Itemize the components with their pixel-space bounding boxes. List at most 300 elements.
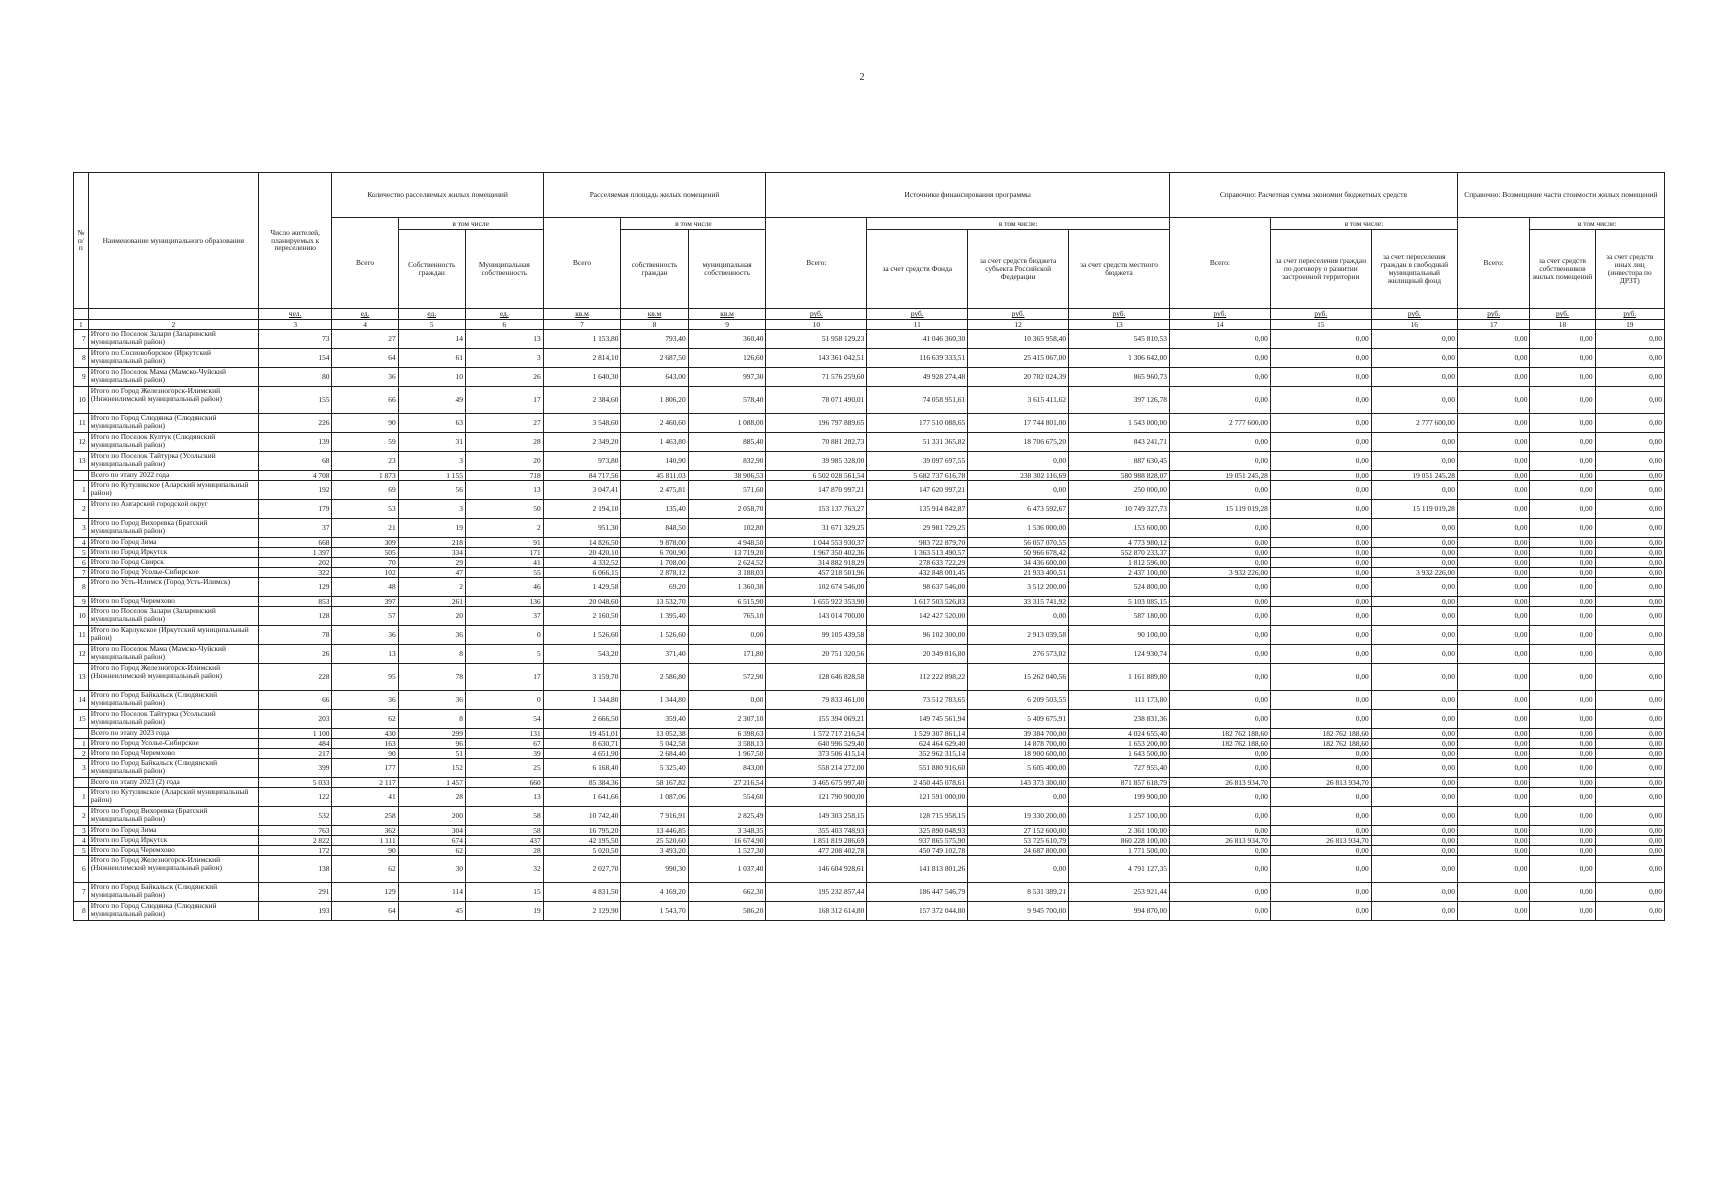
table-row — [74, 883, 1665, 902]
value-cell: 524 800,00 — [1069, 578, 1170, 597]
units-row — [74, 309, 1665, 320]
column-number-cell: 9 — [688, 320, 766, 330]
header-group-economy: Справочно: Расчетная сумма экономии бюджетных средств — [1169, 173, 1457, 218]
value-cell: 0,00 — [1595, 481, 1664, 500]
value-cell: 0,00 — [1169, 759, 1270, 778]
header-group-area: Расселяемая площадь жилых помещений — [543, 173, 766, 218]
value-cell: 196 797 889,65 — [766, 414, 867, 433]
value-cell: 0,00 — [1457, 691, 1530, 710]
value-cell: 0,00 — [1457, 626, 1530, 645]
value-cell: 8 — [398, 645, 465, 664]
value-cell: 3 932 226,00 — [1169, 568, 1270, 578]
value-cell: 359,40 — [621, 710, 688, 729]
value-cell: 28 — [398, 788, 465, 807]
value-cell: 1 037,40 — [688, 856, 766, 883]
value-cell: 171 — [465, 548, 543, 558]
value-cell: 1 429,58 — [543, 578, 621, 597]
row-number: 12 — [74, 433, 89, 452]
value-cell: 69 — [332, 481, 398, 500]
unit-cell: руб. — [1530, 309, 1595, 320]
value-cell: 0,00 — [1371, 729, 1457, 739]
row-number: 10 — [74, 607, 89, 626]
value-cell: 6 209 503,55 — [968, 691, 1069, 710]
municipality-name: Всего по этапу 2023 года — [88, 729, 258, 739]
value-cell: 0,00 — [1169, 452, 1270, 471]
table-header — [74, 173, 1665, 330]
value-cell: 624 464 629,40 — [867, 739, 968, 749]
column-number-cell: 15 — [1270, 320, 1371, 330]
value-cell: 2 777 600,00 — [1169, 414, 1270, 433]
value-cell: 39 097 697,55 — [867, 452, 968, 471]
value-cell: 13 — [465, 330, 543, 349]
value-cell: 0,00 — [1530, 788, 1595, 807]
value-cell: 0,00 — [1595, 626, 1664, 645]
value-cell: 0,00 — [1169, 481, 1270, 500]
value-cell: 32 — [465, 856, 543, 883]
value-cell: 179 — [258, 500, 332, 519]
column-number-cell: 10 — [766, 320, 867, 330]
municipality-name: Итого по Город Свирск — [88, 558, 258, 568]
value-cell: 20 — [398, 607, 465, 626]
value-cell: 545 810,53 — [1069, 330, 1170, 349]
row-number — [74, 471, 89, 481]
row-number: 5 — [74, 846, 89, 856]
value-cell: 28 — [465, 846, 543, 856]
value-cell: 2 624,52 — [688, 558, 766, 568]
value-cell: 13 — [465, 481, 543, 500]
value-cell: 0,00 — [1530, 414, 1595, 433]
value-cell: 0,00 — [1371, 856, 1457, 883]
value-cell: 18 900 600,00 — [968, 749, 1069, 759]
value-cell: 2 684,40 — [621, 749, 688, 759]
value-cell: 477 208 402,78 — [766, 846, 867, 856]
value-cell: 13 — [332, 645, 398, 664]
value-cell: 114 — [398, 883, 465, 902]
value-cell: 141 813 801,26 — [867, 856, 968, 883]
value-cell: 0,00 — [1530, 749, 1595, 759]
column-number-cell: 2 — [88, 320, 258, 330]
value-cell: 0,00 — [1169, 433, 1270, 452]
value-cell: 1 161 889,80 — [1069, 664, 1170, 691]
value-cell: 129 — [258, 578, 332, 597]
value-cell: 0,00 — [1270, 500, 1371, 519]
value-cell: 0,00 — [688, 626, 766, 645]
value-cell: 0,00 — [1595, 883, 1664, 902]
value-cell: 56 057 070,55 — [968, 538, 1069, 548]
resettlement-table — [73, 172, 1665, 921]
table-row — [74, 368, 1665, 387]
value-cell: 0,00 — [1371, 349, 1457, 368]
value-cell: 0,00 — [1457, 778, 1530, 788]
value-cell: 24 687 800,00 — [968, 846, 1069, 856]
value-cell: 1 543 000,00 — [1069, 414, 1170, 433]
municipality-name: Итого по Город Байкальск (Слюдянский муниципальный район) — [88, 759, 258, 778]
value-cell: 0,00 — [1270, 645, 1371, 664]
value-cell: 59 — [332, 433, 398, 452]
value-cell: 887 630,45 — [1069, 452, 1170, 471]
value-cell: 58 — [465, 807, 543, 826]
value-cell: 0,00 — [1595, 836, 1664, 846]
value-cell: 73 512 783,65 — [867, 691, 968, 710]
value-cell: 0,00 — [1530, 691, 1595, 710]
value-cell: 0,00 — [1371, 452, 1457, 471]
value-cell: 128 — [258, 607, 332, 626]
value-cell: 20 048,60 — [543, 597, 621, 607]
value-cell: 13 — [465, 788, 543, 807]
value-cell: 0,00 — [1530, 778, 1595, 788]
value-cell: 5 — [465, 645, 543, 664]
value-cell: 2 878,12 — [621, 568, 688, 578]
value-cell: 5 033 — [258, 778, 332, 788]
header-comp-other: за счет средств иных лиц (инвестора по ДРЗТ) — [1595, 230, 1664, 309]
value-cell: 0,00 — [1595, 471, 1664, 481]
value-cell: 1 088,00 — [688, 414, 766, 433]
value-cell: 70 — [332, 558, 398, 568]
value-cell: 278 633 722,29 — [867, 558, 968, 568]
row-number: 8 — [74, 902, 89, 921]
value-cell: 0,00 — [1530, 597, 1595, 607]
value-cell: 2 777 600,00 — [1371, 414, 1457, 433]
value-cell: 136 — [465, 597, 543, 607]
header-count-total: Всего — [332, 218, 398, 309]
value-cell: 0,00 — [1595, 433, 1664, 452]
header-group-financing: Источники финансирования программы — [766, 173, 1170, 218]
value-cell: 26 813 934,70 — [1270, 836, 1371, 846]
value-cell: 660 — [465, 778, 543, 788]
unit-cell: руб. — [1371, 309, 1457, 320]
value-cell: 0,00 — [1169, 691, 1270, 710]
value-cell: 0,00 — [1530, 902, 1595, 921]
value-cell: 352 962 315,14 — [867, 749, 968, 759]
value-cell: 0,00 — [1530, 846, 1595, 856]
table-row — [74, 788, 1665, 807]
value-cell: 1 708,00 — [621, 558, 688, 568]
value-cell: 973,80 — [543, 452, 621, 471]
value-cell: 1 655 922 353,90 — [766, 597, 867, 607]
value-cell: 31 — [398, 433, 465, 452]
value-cell: 149 303 258,15 — [766, 807, 867, 826]
value-cell: 0,00 — [1169, 330, 1270, 349]
table-row — [74, 349, 1665, 368]
value-cell: 8 531 389,21 — [968, 883, 1069, 902]
value-cell: 3 348,35 — [688, 826, 766, 836]
value-cell: 0,00 — [1457, 368, 1530, 387]
value-cell: 3 588,13 — [688, 739, 766, 749]
row-number: 12 — [74, 645, 89, 664]
value-cell: 0,00 — [1371, 626, 1457, 645]
value-cell: 871 857 618,79 — [1069, 778, 1170, 788]
value-cell: 578,40 — [688, 387, 766, 414]
value-cell: 21 933 400,51 — [968, 568, 1069, 578]
row-number: 2 — [74, 500, 89, 519]
value-cell: 1 806,20 — [621, 387, 688, 414]
value-cell: 0,00 — [1371, 645, 1457, 664]
value-cell: 0,00 — [1595, 500, 1664, 519]
value-cell: 990,30 — [621, 856, 688, 883]
value-cell: 226 — [258, 414, 332, 433]
row-number: 1 — [74, 739, 89, 749]
value-cell: 2 475,81 — [621, 481, 688, 500]
row-number: 2 — [74, 807, 89, 826]
value-cell: 57 — [332, 607, 398, 626]
value-cell: 0,00 — [1371, 691, 1457, 710]
value-cell: 0,00 — [1457, 538, 1530, 548]
value-cell: 6 700,90 — [621, 548, 688, 558]
value-cell: 0,00 — [1169, 710, 1270, 729]
value-cell: 140,90 — [621, 452, 688, 471]
value-cell: 0,00 — [1595, 691, 1664, 710]
value-cell: 552 870 233,37 — [1069, 548, 1170, 558]
municipality-name: Итого по Карлукское (Иркутский муниципальный район) — [88, 626, 258, 645]
value-cell: 3 159,70 — [543, 664, 621, 691]
row-number: 10 — [74, 387, 89, 414]
value-cell: 0,00 — [1457, 471, 1530, 481]
value-cell: 843,00 — [688, 759, 766, 778]
value-cell: 96 102 300,00 — [867, 626, 968, 645]
column-number-cell: 4 — [332, 320, 398, 330]
value-cell: 0,00 — [1530, 626, 1595, 645]
row-number: 11 — [74, 414, 89, 433]
value-cell: 3 465 675 997,40 — [766, 778, 867, 788]
value-cell: 0,00 — [1530, 481, 1595, 500]
value-cell: 135 914 842,87 — [867, 500, 968, 519]
value-cell: 62 — [398, 846, 465, 856]
value-cell: 0,00 — [1595, 349, 1664, 368]
value-cell: 0,00 — [1530, 664, 1595, 691]
value-cell: 143 014 700,00 — [766, 607, 867, 626]
value-cell: 643,00 — [621, 368, 688, 387]
value-cell: 1 873 — [332, 471, 398, 481]
value-cell: 0,00 — [1457, 749, 1530, 759]
row-number: 6 — [74, 558, 89, 568]
value-cell: 17 — [465, 664, 543, 691]
value-cell: 0,00 — [1595, 749, 1664, 759]
column-number-cell: 3 — [258, 320, 332, 330]
table-row — [74, 626, 1665, 645]
value-cell: 674 — [398, 836, 465, 846]
municipality-name: Итого по Город Железногорск-Илимский (Нижнеилимский муниципальный район) — [88, 387, 258, 414]
value-cell: 1 100 — [258, 729, 332, 739]
value-cell: 0,00 — [1457, 739, 1530, 749]
value-cell: 314 882 918,29 — [766, 558, 867, 568]
value-cell: 0,00 — [1530, 759, 1595, 778]
value-cell: 0,00 — [1595, 807, 1664, 826]
unit-cell — [88, 309, 258, 320]
value-cell: 124 930,74 — [1069, 645, 1170, 664]
value-cell: 0,00 — [1371, 749, 1457, 759]
value-cell: 39 — [465, 749, 543, 759]
value-cell: 0,00 — [1457, 558, 1530, 568]
table-row — [74, 759, 1665, 778]
value-cell: 0,00 — [1270, 626, 1371, 645]
value-cell: 0,00 — [1595, 788, 1664, 807]
value-cell: 0,00 — [1371, 330, 1457, 349]
table-row — [74, 387, 1665, 414]
table-row — [74, 330, 1665, 349]
value-cell: 126,60 — [688, 349, 766, 368]
value-cell: 865 960,73 — [1069, 368, 1170, 387]
value-cell: 261 — [398, 597, 465, 607]
value-cell: 0,00 — [1530, 519, 1595, 538]
value-cell: 45 811,03 — [621, 471, 688, 481]
header-comp-incl: в том числе: — [1530, 218, 1665, 230]
value-cell: 3 615 411,62 — [968, 387, 1069, 414]
header-count-incl: в том числе — [398, 218, 543, 230]
value-cell: 0,00 — [1457, 481, 1530, 500]
value-cell: 10 — [398, 368, 465, 387]
municipality-name: Итого по Усть-Илимск (Город Усть-Илимск) — [88, 578, 258, 597]
value-cell: 0,00 — [1270, 578, 1371, 597]
municipality-name: Итого по Поселок Мама (Мамско-Чуйский муниципальный район) — [88, 645, 258, 664]
value-cell: 0,00 — [1270, 387, 1371, 414]
column-number-cell: 17 — [1457, 320, 1530, 330]
value-cell: 0,00 — [1169, 597, 1270, 607]
value-cell: 2 913 039,58 — [968, 626, 1069, 645]
value-cell: 765,10 — [688, 607, 766, 626]
value-cell: 0,00 — [1169, 826, 1270, 836]
value-cell: 3 — [398, 500, 465, 519]
resettlement-table-sheet — [73, 172, 1665, 921]
value-cell: 9 945 700,00 — [968, 902, 1069, 921]
unit-cell: руб. — [968, 309, 1069, 320]
municipality-name: Итого по Город Байкальск (Слюдянский муниципальный район) — [88, 883, 258, 902]
value-cell: 9 878,00 — [621, 538, 688, 548]
unit-cell: руб. — [1270, 309, 1371, 320]
value-cell: 2 349,20 — [543, 433, 621, 452]
value-cell: 26 813 934,70 — [1169, 836, 1270, 846]
row-number: 11 — [74, 626, 89, 645]
value-cell: 139 — [258, 433, 332, 452]
value-cell: 13 719,20 — [688, 548, 766, 558]
header-comp-total: Всего: — [1457, 218, 1530, 309]
value-cell: 0,00 — [1530, 739, 1595, 749]
value-cell: 0,00 — [1371, 739, 1457, 749]
value-cell: 143 361 042,51 — [766, 349, 867, 368]
value-cell: 78 — [398, 664, 465, 691]
value-cell: 0,00 — [1457, 519, 1530, 538]
value-cell: 0,00 — [1595, 368, 1664, 387]
value-cell: 0,00 — [1169, 645, 1270, 664]
value-cell: 154 — [258, 349, 332, 368]
value-cell: 78 — [258, 626, 332, 645]
value-cell: 41 — [332, 788, 398, 807]
value-cell: 572,90 — [688, 664, 766, 691]
value-cell: 20 782 024,39 — [968, 368, 1069, 387]
value-cell: 0,00 — [1270, 330, 1371, 349]
value-cell: 848,50 — [621, 519, 688, 538]
value-cell: 56 — [398, 481, 465, 500]
value-cell: 45 — [398, 902, 465, 921]
value-cell: 19 330 200,00 — [968, 807, 1069, 826]
value-cell: 0,00 — [1270, 856, 1371, 883]
value-cell: 0,00 — [1530, 645, 1595, 664]
value-cell: 843 241,71 — [1069, 433, 1170, 452]
value-cell: 0,00 — [1530, 558, 1595, 568]
value-cell: 2 027,70 — [543, 856, 621, 883]
value-cell: 41 046 360,30 — [867, 330, 968, 349]
value-cell: 0,00 — [1457, 902, 1530, 921]
value-cell: 0,00 — [1371, 578, 1457, 597]
value-cell: 5 103 085,15 — [1069, 597, 1170, 607]
value-cell: 0,00 — [1371, 883, 1457, 902]
value-cell: 0,00 — [1595, 664, 1664, 691]
value-cell: 99 105 439,58 — [766, 626, 867, 645]
value-cell: 238 302 116,69 — [968, 471, 1069, 481]
value-cell: 0,00 — [1595, 578, 1664, 597]
row-number: 15 — [74, 710, 89, 729]
municipality-name: Итого по Город Черемхово — [88, 597, 258, 607]
value-cell: 1 306 642,00 — [1069, 349, 1170, 368]
value-cell: 0,00 — [1595, 597, 1664, 607]
value-cell: 26 813 934,70 — [1270, 778, 1371, 788]
value-cell: 95 — [332, 664, 398, 691]
column-number-cell: 12 — [968, 320, 1069, 330]
value-cell: 951,30 — [543, 519, 621, 538]
value-cell: 0,00 — [1530, 387, 1595, 414]
value-cell: 1 463,80 — [621, 433, 688, 452]
unit-cell: руб. — [766, 309, 867, 320]
value-cell: 0,00 — [1530, 883, 1595, 902]
value-cell: 186 447 546,79 — [867, 883, 968, 902]
value-cell: 1 344,80 — [621, 691, 688, 710]
unit-cell: руб. — [1457, 309, 1530, 320]
column-number-cell: 18 — [1530, 320, 1595, 330]
value-cell: 29 981 729,25 — [867, 519, 968, 538]
value-cell: 163 — [332, 739, 398, 749]
value-cell: 182 762 188,60 — [1169, 729, 1270, 739]
value-cell: 853 — [258, 597, 332, 607]
value-cell: 2 117 — [332, 778, 398, 788]
value-cell: 1 395,40 — [621, 607, 688, 626]
value-cell: 26 — [465, 368, 543, 387]
value-cell: 2 460,60 — [621, 414, 688, 433]
value-cell: 0,00 — [1457, 759, 1530, 778]
value-cell: 0,00 — [1530, 826, 1595, 836]
value-cell: 53 — [332, 500, 398, 519]
value-cell: 26 813 934,70 — [1169, 778, 1270, 788]
value-cell: 50 966 678,42 — [968, 548, 1069, 558]
unit-cell: чел. — [258, 309, 332, 320]
municipality-name: Итого по Поселок Залари (Заларинский муниципальный район) — [88, 330, 258, 349]
value-cell: 0 — [465, 626, 543, 645]
value-cell: 0,00 — [1595, 846, 1664, 856]
value-cell: 291 — [258, 883, 332, 902]
value-cell: 0,00 — [1530, 368, 1595, 387]
value-cell: 586,20 — [688, 902, 766, 921]
municipality-name: Итого по Город Вихоревка (Братский муниципальный район) — [88, 807, 258, 826]
row-number: 7 — [74, 568, 89, 578]
row-number: 9 — [74, 368, 89, 387]
value-cell: 182 762 188,60 — [1270, 739, 1371, 749]
value-cell: 1 526,60 — [543, 626, 621, 645]
value-cell: 1 344,80 — [543, 691, 621, 710]
value-cell: 19 451,01 — [543, 729, 621, 739]
value-cell: 129 — [332, 883, 398, 902]
value-cell: 2 160,50 — [543, 607, 621, 626]
value-cell: 17 744 801,00 — [968, 414, 1069, 433]
value-cell: 0,00 — [1270, 452, 1371, 471]
value-cell: 0,00 — [1530, 452, 1595, 471]
value-cell: 6 066,15 — [543, 568, 621, 578]
unit-cell: ед. — [465, 309, 543, 320]
value-cell: 0,00 — [1371, 710, 1457, 729]
value-cell: 0,00 — [1169, 387, 1270, 414]
table-row — [74, 856, 1665, 883]
column-number-cell: 1 — [74, 320, 89, 330]
value-cell: 0,00 — [1169, 607, 1270, 626]
value-cell: 994 870,00 — [1069, 902, 1170, 921]
value-cell: 74 058 951,61 — [867, 387, 968, 414]
